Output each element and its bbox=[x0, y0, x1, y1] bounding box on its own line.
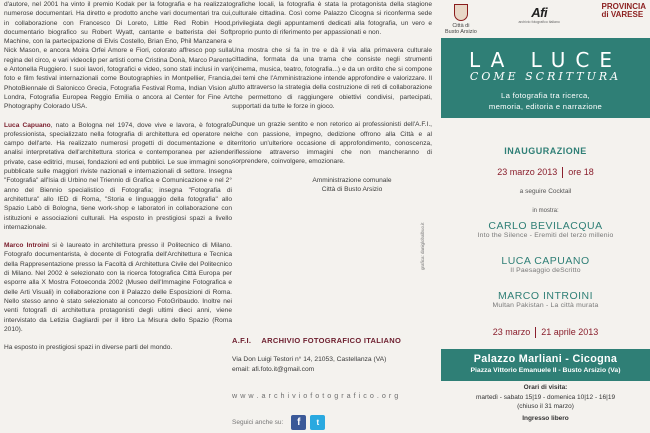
bio-introini-end: Ha esposto in prestigiosi spazi in diverse parti del mondo. bbox=[4, 344, 173, 352]
cocktail-note: a seguire Cocktail bbox=[519, 188, 572, 195]
design-credit: grafica: daniglobalbuo.it bbox=[420, 222, 425, 270]
afi-contact-block bbox=[232, 336, 432, 430]
afi-logo bbox=[518, 0, 559, 24]
period-separator bbox=[535, 327, 536, 338]
sponsor-logos bbox=[441, 0, 650, 38]
signature-line-2: Città di Busto Arsizio bbox=[321, 186, 383, 194]
city-crest-icon bbox=[454, 4, 468, 21]
artist-name: LUCA CAPUANO bbox=[501, 255, 590, 267]
province-logo-text bbox=[602, 3, 646, 19]
signature-line-1: Amministrazione comunale bbox=[312, 176, 392, 184]
hours-title: Orari di visita: bbox=[523, 384, 568, 391]
venue-banner bbox=[441, 349, 650, 381]
afi-website[interactable]: w w w . a r c h i v i o f o t o g r a f i c o . o r g bbox=[232, 391, 399, 400]
free-entry: Ingresso libero bbox=[522, 414, 569, 422]
bio-introini-text: si è laureato in architettura presso il Politecnico di Milano. Fotografo documentarista, è docente di Fotografia dell'Architettura e Tecnica della Rappresentazione presso la Facoltà di Architettura Civile del Politecnico di Milano. Nel 2002 è selezionato con la ricerca fotografica Città Europa per esporre alla X Mostra Fotoeconda 2002 (Museo dell'Immagine Fotografica e delle Arti Visuali) in collaborazione con il Palazzo delle Esposizioni di Roma. Nello stesso anno è stato selezionato al concorso FotoGribaudo. Inoltre nei venti fotografi di architettura protagonisti degli ultimi dieci anni, viene intervistato da Letizia Gagliardi per il libro La Misura dello Spazio (Roma 2010). bbox=[4, 242, 232, 333]
follow-label: Seguici anche su: bbox=[232, 419, 284, 426]
city-logo-label-2: Busto Arsizio bbox=[445, 29, 477, 35]
city-logo-label-1: Città di bbox=[452, 23, 470, 29]
bio-introini bbox=[4, 241, 232, 334]
inauguration-datetime bbox=[441, 167, 650, 178]
inauguration-label: INAUGURAZIONE bbox=[504, 146, 587, 156]
afi-fullname: ARCHIVIO FOTOGRAFICO ITALIANO bbox=[261, 336, 402, 345]
artist-bevilacqua bbox=[441, 220, 650, 239]
bio-capuano-text: , nato a Bologna nel 1974, dove vive e lavora, è fotografo professionista, specializzato nella fotografia di architettura ed operatore nel campo dell'arte. Ha realizzato numerosi progetti di documentazione e di analisi interpretativa dell'architettura storica e contemporanea per aziende private, case editrici, musei, fondazioni ed enti pubblici. Le sue immagini sono pubblicate sulle maggiori riviste nazionali e internazionali di settore. Insegna "Fotografia" all'Isia di Urbino nel Triennio di Grafica e Comunicazione e nel 2° anno del Biennio specialistico di Fotografia; insegna "Fotografia di architettura" allo IED di Roma, "Storia e linguaggio della fotografia" allo Spazio Labò di Bologna, tiene work-shop e laboratori in collaborazione con istituzioni e associazioni culturali. Ha esposto in prestigiosi spazi a livello internazionale. bbox=[4, 121, 232, 231]
exhibition-tagline bbox=[441, 91, 650, 112]
left-column bbox=[4, 0, 232, 433]
inauguration-time: ore 18 bbox=[568, 167, 594, 177]
in-mostra-label: in mostra: bbox=[532, 208, 559, 214]
tagline-line-2: memoria, editoria e narrazione bbox=[488, 101, 603, 111]
artist-name: CARLO BEVILACQUA bbox=[488, 220, 603, 232]
right-column bbox=[441, 0, 650, 433]
artist-name: MARCO INTROINI bbox=[497, 290, 594, 302]
afi-address-block bbox=[232, 355, 432, 375]
intro-paragraph-2: Una mostra che si fa in tre e dà il via alla primavera culturale cittadina, formata da una trama che consiste negli strumenti (cinema, musica, teatro, fotografia...) e da un ordito che si compone dei temi che l'Amministrazione intende approfondire e valorizzare. Il tutto attraverso la strategia della costruzione di reti di collaborazione che permettono di raggiungere obiettivi condivisi, partecipati, supportati da tutte le forze in gioco. bbox=[232, 47, 432, 110]
afi-logo-sub: archivio fotografico italiano bbox=[518, 20, 560, 24]
venue-address: Piazza Vittorio Emanuele II - Busto Arsizio (Va) bbox=[470, 367, 621, 374]
date-separator bbox=[562, 167, 563, 178]
bio-introini-name: Marco Introini bbox=[4, 242, 49, 250]
artist-introini bbox=[441, 290, 650, 309]
period-start: 23 marzo bbox=[492, 327, 531, 337]
artist-work-title: Il Paesaggio deScritto bbox=[510, 267, 581, 274]
intro-paragraph-3: Dunque un grazie sentito e non retorico ai professionisti dell'A.F.I., che con passione, impegno, dedizione offrono alla Città e al territorio un'ulteriore occasione di approfondimento, conoscenza, riflessione attraverso immagini che non mancheranno di sorprendere, coinvolgere, emozionare. bbox=[232, 121, 432, 166]
hours-closed-note: (chiuso il 31 marzo) bbox=[517, 403, 574, 410]
facebook-icon[interactable]: f bbox=[291, 415, 306, 430]
province-logo-line-2: di VARESE bbox=[601, 10, 644, 19]
exhibition-period bbox=[441, 327, 650, 338]
title-banner bbox=[441, 38, 650, 118]
city-logo bbox=[445, 0, 477, 35]
inauguration-date: 23 marzo 2013 bbox=[497, 167, 558, 177]
bio-capuano bbox=[4, 121, 232, 233]
afi-logo-mark: Afi bbox=[531, 5, 548, 20]
afi-email[interactable]: email: afi.foto.it@gmail.com bbox=[232, 366, 315, 373]
social-links bbox=[232, 415, 432, 430]
exhibition-title: LA LUCE bbox=[468, 48, 623, 72]
signature bbox=[272, 176, 432, 195]
artist-work-title: Multan Pakistan - La città murata bbox=[492, 302, 599, 309]
period-end: 21 aprile 2013 bbox=[541, 327, 599, 337]
province-logo bbox=[602, 0, 646, 19]
province-logo-line-1: PROVINCIA bbox=[601, 2, 646, 11]
artist-work-title: Into the Silence - Eremiti del terzo millenio bbox=[477, 232, 614, 239]
intro-paragraph-1: grafiche locali, la fotografia è stata la protagonista della stagione culturale cittadina. Così come Palazzo Cicogna si riconferma sede privilegiata degli appuntamenti dedicati alla fotografia, un vero e proprio punto di riferimento per appassionati e non. bbox=[232, 1, 432, 36]
bio-bevilacqua-text: d'autore, nel 2001 ha vinto il premio Kodak per la fotografia e ha realizzato numerose documentari. Ha diretto e prodotto anche vari documentari tra cui, in collaborazione con Francesco Di Loreto, Little Red Robin Hood, documentario biografico su Robert Wyatt, cantante e batterista dei Soft Machine, con la partecipazione di Elvis Costello, Brian Eno, Phil Manzanera e Nick Mason, e ancora Moira Orfei Amore e Fiori, colorato affresco pop sulla regina del circo, e vari videoclip per artisti come Cristina Donà, Marco Parente e Antonella Ruggiero. I suoi lavori, fotografici e video, sono stati inclusi in vari foto e film festival internazionali come Boutographies in Montpellier, Francia, PhotoBiennale di Salonicco Grecia, Fotografia Festival Roma, Indian Vision a Londra, Fotografia Europea Reggio Emilia o ancora al Center for Fine Art Photography Colorado USA. bbox=[4, 1, 232, 111]
afi-heading bbox=[232, 336, 432, 345]
artist-capuano bbox=[441, 255, 650, 274]
opening-hours bbox=[441, 383, 650, 423]
twitter-icon[interactable]: t bbox=[310, 415, 325, 430]
tagline-line-1: La fotografia tra ricerca, bbox=[501, 91, 590, 100]
bio-capuano-name: Luca Capuano bbox=[4, 121, 51, 129]
intro-text bbox=[232, 0, 432, 167]
exhibition-subtitle: COME SCRITTURA bbox=[469, 70, 622, 83]
afi-acronym: A.F.I. bbox=[232, 336, 252, 345]
afi-address: Via Don Luigi Testori n° 14, 21053, Castellanza (VA) bbox=[232, 356, 387, 363]
hours-schedule: martedì - sabato 15|19 - domenica 10|12 - 16|19 bbox=[475, 393, 616, 401]
venue-name: Palazzo Marliani - Cicogna bbox=[473, 353, 618, 365]
